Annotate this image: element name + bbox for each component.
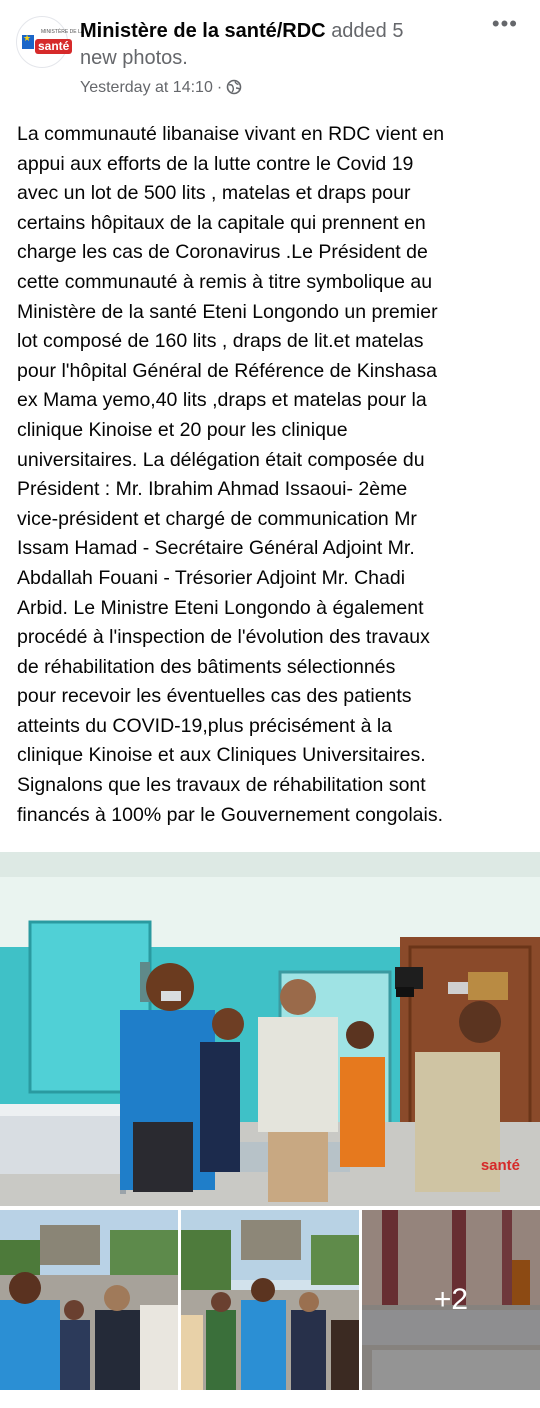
post-meta xyxy=(80,77,242,102)
bottom-spacer xyxy=(0,1392,540,1408)
photo-watermark: santé xyxy=(480,1157,520,1174)
post-timestamp[interactable]: Yesterday at 14:10 xyxy=(80,79,213,96)
meta-separator: · xyxy=(216,79,223,96)
avatar-logo-text: santé xyxy=(35,39,72,54)
post-photo-thumb-3[interactable] xyxy=(362,1210,540,1390)
post-action-cont: new photos. xyxy=(80,47,188,69)
group-photo-2 xyxy=(181,1210,359,1390)
post-header xyxy=(0,0,540,108)
post-action: added 5 xyxy=(331,20,404,42)
avatar-logo-top: MINISTÈRE DE LA xyxy=(41,29,85,35)
page-name-link[interactable]: Ministère de la santé/RDC xyxy=(80,20,326,42)
more-options-icon[interactable]: ••• xyxy=(491,11,518,36)
post-photo-thumb-1[interactable] xyxy=(0,1210,178,1390)
page-avatar[interactable] xyxy=(16,16,85,68)
post-photo-thumb-2[interactable] xyxy=(181,1210,359,1390)
post-photo-main[interactable] xyxy=(0,852,540,1206)
hospital-room-photo xyxy=(0,852,540,1206)
post-title-line xyxy=(80,18,480,72)
post-body-text: La communauté libanaise vivant en RDC vient en appui aux efforts de la lutte contre le Covid 19 avec un lot de 500 lits , matelas et draps pour certains hôpitaux de la capitale qui prennent en charge les cas de Coronavirus .Le Président de cette communauté à remis à titre symbolique au Ministère de la santé Eteni Longondo un premier lot composé de 160 lits , draps de lit.et matelas pour l'hôpital Général de Référence de Kinshasa ex Mama yemo,40 lits ,draps et matelas pour la clinique Kinoise et 20 pour les clinique universitaires. La délégation était composée du Président : Mr. Ibrahim Ahmad Issaoui- 2ème vice-président et chargé de communication Mr Issam Hamad - Secrétaire Général Adjoint Mr. Abdallah Fouani - Trésorier Adjoint Mr. Chadi Arbid. Le Ministre Eteni Longondo à également procédé à l'inspection de l'évolution des travaux de réhabilitation des bâtiments sélectionnés pour recevoir les éventuelles cas des patients atteints du COVID-19,plus précisément à la clinique Kinoise et aux Cliniques Universitaires. Signalons que les travaux de réhabilitation sont financés à 100% par le Gouvernement congolais. xyxy=(17,123,445,826)
globe-icon[interactable] xyxy=(226,79,242,102)
group-photo-1 xyxy=(0,1210,178,1390)
more-photos-overlay[interactable]: +2 xyxy=(362,1210,540,1390)
star-icon: ★ xyxy=(23,33,32,43)
